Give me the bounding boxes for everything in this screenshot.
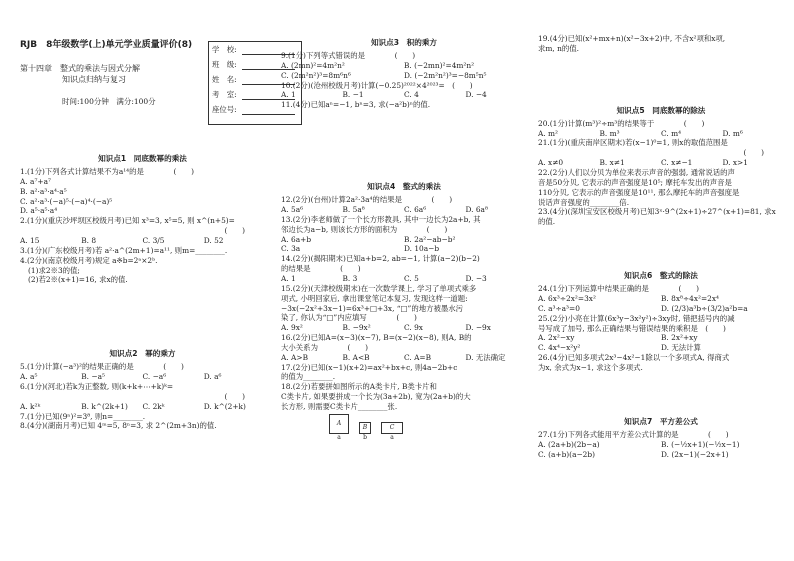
answer-space[interactable] [281, 110, 527, 178]
question-15: 15.(2分)(天津校级期末)在一次数学课上, 学习了单项式乘多 [281, 283, 477, 293]
question-13-cont: 邻边长为a−b, 则该长方形的面积为 ( ) [281, 224, 448, 234]
section-title: 知识点2 幂的乘方 [109, 349, 176, 359]
question-18-cont: C类卡片, 如果要拼成一个长为(3a+2b), 宽为(2a+b)的大 [281, 392, 471, 402]
option[interactable]: D. −4 [465, 90, 487, 100]
option[interactable]: B. m³ [599, 128, 620, 138]
question-23: 23.(4分)(深圳宝安区校级月考)已知3ˣ·9^(2x+1)÷27^(x+1)=81, 求x [538, 207, 776, 217]
card-c-figure [381, 422, 403, 442]
question-2-options [20, 236, 265, 246]
question-19-cont: 求m, n的值. [538, 43, 579, 53]
question-8: 8.(4分)(湖南月考)已知 4ᵐ=5, 8ⁿ=3, 求 2^(2m+3n)的值. [20, 421, 217, 431]
question-10-options [281, 90, 527, 100]
question-24-options [538, 294, 784, 314]
card-b-figure [359, 422, 371, 442]
option[interactable]: D. m⁶ [722, 128, 743, 138]
option[interactable]: D. (2x−1)(−2x+1) [661, 449, 729, 459]
option[interactable]: B. −9x² [342, 323, 371, 333]
option[interactable]: C. 2kᵏ [142, 401, 165, 411]
column-2 [281, 0, 527, 561]
option[interactable]: A. 2x²−xy [538, 333, 575, 343]
option[interactable]: B. x≠1 [599, 158, 625, 168]
section-title: 知识点5 同底数幂的除法 [616, 105, 706, 115]
option[interactable]: A. a⁷+a⁷ [20, 176, 51, 186]
question-27: 27.(1分)下列各式能用平方差公式计算的是 ( ) [538, 429, 729, 439]
option[interactable]: D. 无法确定 [465, 352, 506, 362]
question-23-cont: 的值. [538, 217, 556, 227]
option[interactable]: A. 9x² [281, 323, 303, 333]
question-3: 3.(1分)(广东校级月考)若 a²·a^(2m+1)=a¹¹, 则m=________. [20, 245, 228, 255]
question-17: 17.(2分)已知(x−1)(x+2)=ax²+bx+c, 则4a−2b+c [281, 362, 458, 372]
option[interactable]: B. 2a²−ab−b² [404, 234, 456, 244]
question-15-cont: 染了, 你认为“□”内应填写 ( ) [281, 313, 417, 323]
question-18: 18.(2分)若要拼如图所示的A类卡片, B类卡片和 [281, 382, 437, 392]
question-2: 2.(1分)(重庆沙坪坝区校级月考)已知 x³=3, x⁵=5, 则 x^(n+5)= [20, 216, 235, 226]
section-title: 知识点3 积的乘方 [370, 38, 438, 47]
option[interactable]: C. A=B [404, 352, 432, 362]
option[interactable]: A. 5a⁶ [281, 205, 304, 215]
option[interactable]: B. (−2mn)²=4m²n² [404, 60, 475, 70]
option[interactable]: A. 1 [281, 90, 296, 100]
question-24: 24.(1分)下列运算中结果正确的是 ( ) [538, 284, 700, 294]
option[interactable]: D. k^(2+k) [203, 401, 246, 411]
option[interactable]: D. −9x [465, 323, 491, 333]
option[interactable]: B. 3 [342, 274, 358, 283]
question-4-part-1: (1)求2※3的值; [28, 265, 80, 275]
option[interactable]: A. (2a+b)(2b−a) [538, 439, 600, 449]
option[interactable]: A. x≠0 [538, 158, 564, 168]
dim-label: a [390, 433, 394, 441]
question-10: 10.(2分)(沧州校级月考)计算(−0.25)²⁰²²×4²⁰²³= ( ) [281, 80, 473, 90]
question-11: 11.(4分)已知aⁿ=−1, bⁿ=3, 求(−a²b)ⁿ的值. [281, 100, 431, 110]
question-22-cont: 110分贝, 它表示的声音强度是10¹¹, 那么摩托车的声音强度是 [538, 187, 740, 197]
question-5: 5.(1分)计算(−a³)²的结果正确的是 ( ) [20, 362, 184, 372]
option[interactable]: D. (−2m²n²)³=−8m⁵n⁵ [404, 70, 487, 80]
question-22: 22.(2分)人们以分贝为单位来表示声音的强弱, 通常说话的声 [538, 168, 735, 177]
question-17-cont: 的值为________. [281, 372, 336, 382]
option[interactable]: D. a⁶ [203, 372, 222, 382]
exam-title: RJB 8年级数学(上)单元学业质量评价(8) [20, 40, 193, 50]
option[interactable]: B. 8 [81, 236, 97, 245]
question-16: 16.(2分)已知A=(x−3)(x−7), B=(x−2)(x−8), 则A, B的 [281, 333, 472, 343]
question-1-options [20, 177, 265, 216]
exam-time: 时间:100分钟 满分:100分 [62, 97, 156, 107]
question-20-options [538, 129, 784, 139]
option[interactable]: B. −a⁵ [81, 372, 105, 382]
question-18-cont: 长方形, 则需要C类卡片________张. [281, 401, 398, 411]
option[interactable]: C. (2m²n²)³=8m⁶n⁶ [281, 70, 351, 80]
question-6-options [20, 402, 265, 412]
option[interactable]: C. 9x [404, 323, 423, 333]
card-a-figure [329, 414, 349, 442]
question-26: 26.(4分)已知多项式2x³−4x²−1除以一个多项式A, 得商式 [538, 353, 730, 363]
option[interactable]: A. 1 [281, 274, 296, 283]
option[interactable]: B. −1 [342, 90, 364, 100]
answer-space[interactable] [20, 285, 265, 345]
option[interactable]: B. (−½x+1)(−½x−1) [661, 439, 740, 449]
option[interactable]: A. (2mn)²=4m²n² [281, 60, 345, 70]
option[interactable]: B. k^(2k+1) [81, 401, 128, 411]
column-3 [538, 0, 784, 561]
option[interactable]: C. 3a [281, 244, 301, 254]
question-7: 7.(1分)已知(9ⁿ)²=3⁸, 则n=________. [20, 411, 146, 421]
option[interactable]: B. 5a⁸ [342, 205, 365, 215]
section-title: 知识点7 平方差公式 [624, 416, 698, 426]
option[interactable]: A. 6a+b [281, 234, 312, 244]
question-25: 25.(2分)小亮在计算(6x³y−3x²y²)÷3xy时, 错把括号内的减 [538, 313, 735, 323]
question-1: 1.(1分)下列各式计算结果不为a¹⁴的是 ( ) [20, 167, 195, 177]
question-5-options [20, 372, 265, 382]
question-16-options [281, 353, 527, 363]
option[interactable]: D. x>1 [722, 158, 748, 168]
question-15-options [281, 323, 527, 333]
question-14: 14.(2分)(揭阳期末)已知a+b=2, ab=−1, 计算(a−2)(b−2) [281, 254, 480, 264]
answer-space[interactable] [538, 227, 784, 267]
option[interactable]: C. m⁴ [661, 128, 682, 138]
option[interactable]: C. 4x⁴−x²y² [538, 343, 581, 353]
option[interactable]: D. 10a−b [404, 244, 440, 254]
chapter-subtitle: 知识点归纳与复习 [62, 74, 126, 84]
question-2-paren: ( ) [224, 226, 245, 236]
chapter-title: 第十四章 整式的乘法与因式分解 [20, 63, 140, 73]
question-21: 21.(1分)(重庆南岸区期末)若(x−1)⁰=1, 则x的取值范围是 [538, 138, 728, 148]
section-title: 知识点4 整式的乘法 [367, 182, 441, 192]
col1-body [20, 150, 265, 431]
question-22-cont: 说话声音强度的________倍. [538, 197, 630, 207]
question-12-options [281, 205, 527, 215]
option[interactable]: B. 8x⁸÷4x²=2x⁴ [661, 294, 720, 303]
question-21-paren: ( ) [743, 148, 764, 158]
col3-body [538, 34, 784, 459]
option[interactable]: C. 4 [404, 90, 419, 100]
question-6: 6.(1分)(河北)若k为正整数, 则(k+k+⋯+k)ᵏ= [20, 382, 174, 391]
info-label: 姓 名: [212, 74, 237, 84]
question-4: 4.(2分)(南京校级月考)规定 a※b=2ᵃ×2ᵇ. [20, 255, 158, 265]
card-b: B [359, 422, 371, 434]
card-c: C [381, 422, 403, 434]
question-15-cont: 项式, 小明回家后, 拿出课堂笔记本复习, 发现这样一道题: [281, 293, 468, 303]
question-6-paren: ( ) [224, 391, 245, 401]
question-13-options [281, 235, 527, 255]
question-4-part-2: (2)若2※(x+1)=16, 求x的值. [28, 275, 128, 285]
info-label: 座位号: [212, 104, 237, 114]
option[interactable]: D. 无法计算 [661, 343, 701, 353]
col2-body [281, 34, 527, 442]
section-title: 知识点1 同底数幂的乘法 [98, 154, 187, 163]
option[interactable]: C. a²·a³·(−a)⁵·(−a)⁴·(−a)⁵ [20, 196, 113, 206]
exam-header [20, 40, 220, 107]
answer-space[interactable] [538, 373, 784, 413]
option[interactable]: A. m² [538, 128, 559, 138]
option[interactable]: C. x≠−1 [661, 158, 693, 168]
question-22-cont: 音是50分贝, 它表示的声音强度是10⁵; 摩托车发出的声音是 [538, 177, 732, 187]
question-25-options [538, 333, 784, 353]
question-20: 20.(1分)计算(m³)²÷m³的结果等于 ( ) [538, 118, 705, 128]
option[interactable]: C. 5 [404, 274, 419, 283]
option[interactable]: C. 3/5 [142, 236, 165, 245]
option[interactable]: A. 15 [20, 236, 40, 245]
info-label: 学 校: [212, 44, 237, 54]
option[interactable]: A. k²ᵏ [20, 401, 41, 411]
card-figures [329, 414, 527, 442]
answer-space[interactable] [538, 54, 784, 102]
question-19: 19.(4分)已知(x²+mx+n)(x²−3x+2)中, 不含x²项和x项, [538, 34, 726, 43]
option[interactable]: A. A>B [281, 352, 308, 362]
option[interactable]: D. 6a⁸ [465, 205, 488, 215]
question-16-cont: 大小关系为 ( ) [281, 342, 369, 352]
question-13: 13.(2分)李老师做了一个长方形教具, 其中一边长为2a+b, 其 [281, 214, 481, 224]
option[interactable]: B. 2x²+xy [661, 333, 698, 343]
section-title: 知识点6 整式的除法 [624, 271, 698, 281]
option[interactable]: C. a³÷a³=0 [538, 303, 580, 313]
option[interactable]: C. (a+b)(a−2b) [538, 449, 595, 459]
option[interactable]: C. −a⁶ [142, 372, 167, 382]
info-label: 考 室: [212, 89, 237, 99]
option[interactable]: A. a⁵ [20, 372, 38, 382]
question-27-options [538, 440, 784, 460]
option[interactable]: D. a⁵·a⁵·a⁴ [20, 206, 58, 216]
option[interactable]: D. −3 [465, 274, 487, 283]
question-21-options [538, 158, 784, 168]
card-a: A [329, 414, 349, 434]
option[interactable]: A. 6x³÷2x²=3x² [538, 294, 596, 303]
option[interactable]: D. 52 [203, 236, 224, 245]
question-14-options [281, 274, 527, 284]
question-26-cont: 为x, 余式为x−1, 求这个多项式. [538, 362, 643, 372]
question-12: 12.(2分)(台州)计算2a²·3a⁴的结果是 ( ) [281, 195, 453, 205]
option[interactable]: C. 6a⁶ [404, 205, 427, 215]
question-9: 9.(1分)下列等式错误的是 ( ) [281, 51, 416, 61]
question-15-cont: −3x(−2x²+3x−1)=6x³+□+3x, “□”的地方被墨水污 [281, 303, 464, 313]
option[interactable]: B. A<B [342, 352, 370, 362]
question-14-cont: 的结果是 ( ) [281, 264, 361, 274]
dim-label: b [363, 433, 367, 441]
option[interactable]: B. a²·a³·a⁴·a⁵ [20, 186, 67, 196]
option[interactable]: D. (2/3)a³b÷(3/2)a²b=a [661, 303, 748, 313]
question-9-options [281, 61, 527, 81]
question-25-cont: 号写成了加号, 那么正确结果与错误结果的乘积是 ( ) [538, 323, 726, 333]
column-1 [20, 0, 265, 561]
dim-label: a [337, 433, 341, 441]
info-label: 班 级: [212, 59, 237, 69]
